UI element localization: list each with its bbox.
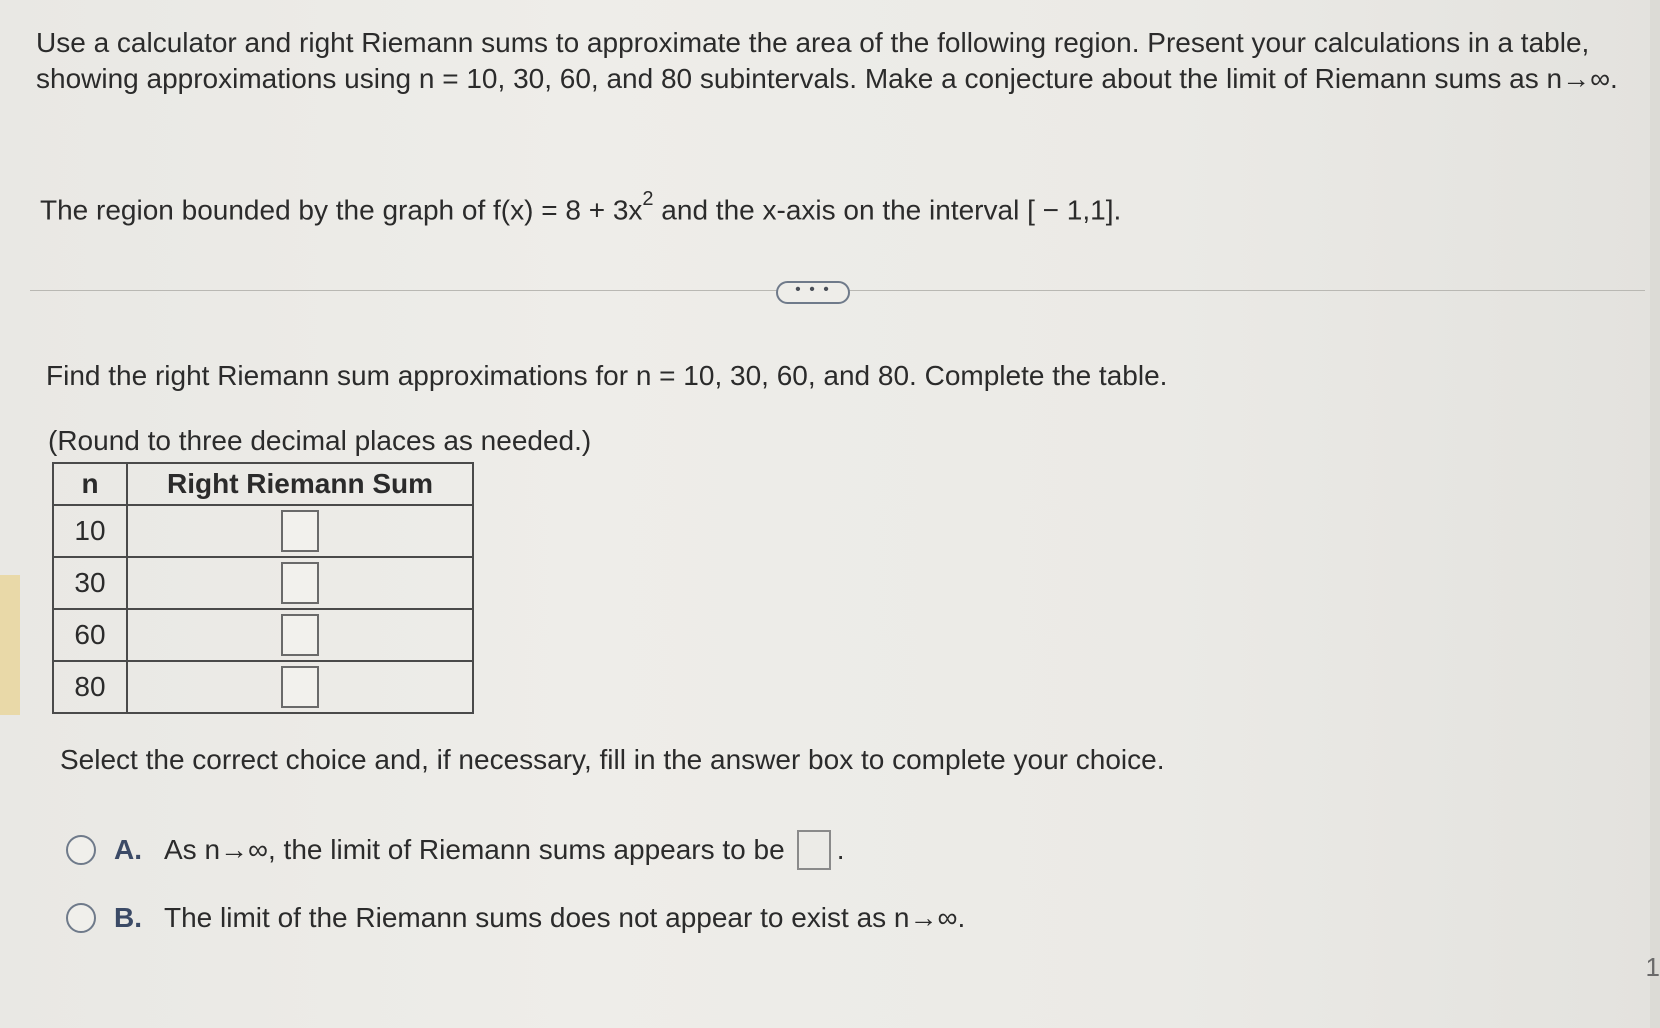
- choice-a-text: As n→∞, the limit of Riemann sums appears to be: [164, 834, 785, 865]
- round-note: (Round to three decimal places as needed.): [48, 425, 592, 456]
- table-header-row: [53, 463, 473, 505]
- choice-b-text: The limit of the Riemann sums does not appear to exist as n→∞.: [164, 902, 966, 933]
- choice-a-letter: A.: [114, 834, 142, 865]
- header-right-riemann-sum: Right Riemann Sum: [127, 463, 473, 505]
- table-row: [53, 609, 473, 661]
- row-n: 80: [53, 661, 127, 713]
- left-highlight-strip: [0, 575, 20, 715]
- select-prompt: Select the correct choice and, if necessary, fill in the answer box to complete your choice.: [60, 744, 1165, 775]
- table-row: [53, 505, 473, 557]
- corner-number: 1: [1645, 952, 1660, 982]
- choice-b[interactable]: [66, 898, 965, 938]
- row-sum-cell: [127, 609, 473, 661]
- row-sum-cell: [127, 505, 473, 557]
- row-n: 30: [53, 557, 127, 609]
- row-sum-cell: [127, 661, 473, 713]
- choice-a-radio[interactable]: [66, 835, 96, 865]
- region-exponent: 2: [642, 188, 654, 210]
- choice-a[interactable]: [66, 830, 844, 870]
- region-prefix: The region bounded by the graph of f(x) = 8 + 3x: [40, 194, 643, 226]
- question-intro: Use a calculator and right Riemann sums to approximate the area of the following region. Present your calculations in a table, showing approximations using n = 10, 30, 60, and 80 subintervals. Make a conjecture about the limit of Riemann sums as n→∞.: [36, 27, 1618, 94]
- header-n: n: [53, 463, 127, 505]
- row-sum-cell: [127, 557, 473, 609]
- region-suffix: and the x-axis on the interval [ − 1,1].: [653, 194, 1122, 226]
- region-description: [40, 185, 1540, 228]
- answer-box-n80[interactable]: [281, 666, 319, 708]
- answer-box-n60[interactable]: [281, 614, 319, 656]
- row-n: 60: [53, 609, 127, 661]
- more-button[interactable]: • • •: [776, 281, 850, 304]
- answer-box-n30[interactable]: [281, 562, 319, 604]
- choice-a-period: .: [836, 834, 845, 865]
- riemann-table: [52, 462, 474, 714]
- choice-a-answer-box[interactable]: [797, 830, 831, 870]
- row-n: 10: [53, 505, 127, 557]
- table-row: [53, 661, 473, 713]
- choice-b-letter: B.: [114, 902, 142, 933]
- part-instruction: Find the right Riemann sum approximations for n = 10, 30, 60, and 80. Complete the table.: [46, 360, 1168, 391]
- table-row: [53, 557, 473, 609]
- choice-b-radio[interactable]: [66, 903, 96, 933]
- right-edge: [1650, 0, 1660, 1028]
- answer-box-n10[interactable]: [281, 510, 319, 552]
